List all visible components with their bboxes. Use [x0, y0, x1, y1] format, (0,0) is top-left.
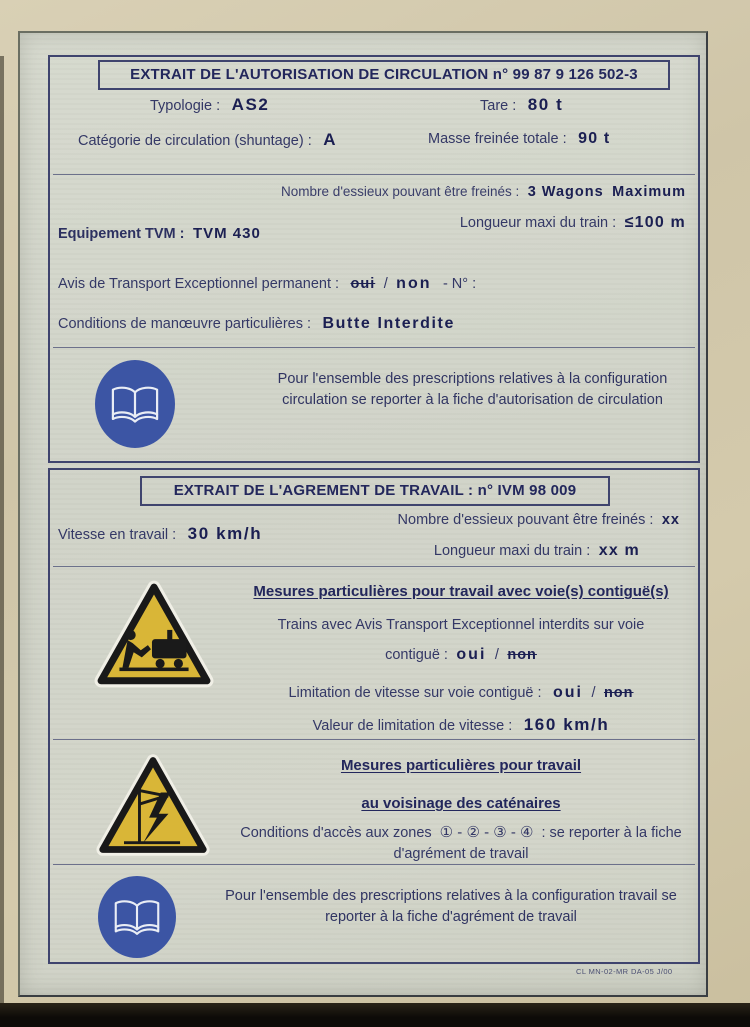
electric-hazard-warning-icon: [95, 750, 211, 862]
essieux-freines-value: 3 Wagons: [527, 184, 604, 200]
masse-freinee-row: [428, 130, 610, 148]
divider: [53, 864, 695, 865]
divider: [53, 174, 695, 175]
longueur-train-value: ≤100 m: [624, 214, 686, 231]
book-pictogram: [98, 876, 176, 958]
contigue-ate-line1: Trains avec Avis Transport Exceptionnel interdits sur voie: [277, 617, 645, 633]
divider: [53, 566, 695, 567]
section-travail-title: EXTRAIT DE L'AGREMENT DE TRAVAIL : n° IVM 98 009: [140, 476, 610, 506]
typologie-value: AS2: [231, 95, 270, 114]
section-agrement-travail: [48, 468, 700, 964]
masse-freinee-value: 90 t: [578, 130, 611, 147]
warning-triangle-track-works: [93, 574, 215, 701]
circulation-note: Pour l'ensemble des prescriptions relatives à la configuration circulation se reporter à la fiche d'autorisation de circulation: [277, 371, 668, 409]
tare-row: [480, 95, 563, 115]
warning-triangle-catenary: [95, 750, 211, 867]
avis-transport-label: Avis de Transport Exceptionnel permanent :: [58, 276, 340, 292]
typologie-label: Typologie :: [150, 98, 221, 114]
zones-acces-row: [228, 822, 694, 865]
photo-bottom-black-band: [0, 1003, 750, 1027]
equipement-tvm-label: Equipement TVM :: [58, 226, 185, 242]
vitesse-travail-row: [58, 524, 262, 544]
vitesse-travail-value: 30 km/h: [187, 524, 263, 543]
book-pictogram: [95, 360, 175, 448]
valeur-limitation-row: [228, 715, 694, 735]
contigue-ate-label: contiguë :: [385, 647, 448, 663]
zones-acces-label: Conditions d'accès aux zones: [240, 825, 432, 841]
zones-acces-suffix: : se reporter à la fiche d'agrément de travail: [393, 825, 682, 863]
valeur-limitation-label: Valeur de limitation de vitesse :: [312, 718, 513, 734]
essieux-freines-label: Nombre d'essieux pouvant être freinés :: [281, 184, 520, 199]
open-book-icon: [112, 897, 162, 937]
longueur-train-row: [460, 214, 686, 232]
divider: [53, 347, 695, 348]
categorie-label: Catégorie de circulation (shuntage) :: [78, 133, 312, 149]
longueur-train-label: Longueur maxi du train :: [459, 215, 617, 231]
typologie-row: [150, 95, 269, 115]
limitation-oui: oui: [553, 684, 583, 701]
open-book-icon: [109, 383, 161, 425]
travail-essieux-value: xx: [661, 512, 680, 528]
contigue-ate-non-struck: non: [507, 647, 537, 663]
avis-separator: /: [383, 276, 388, 292]
tare-label: Tare :: [480, 98, 517, 114]
avis-numero-suffix: - N° :: [442, 276, 477, 292]
manoeuvre-label: Conditions de manœuvre particulières :: [58, 316, 312, 332]
limitation-non-struck: non: [603, 685, 634, 701]
divider: [53, 739, 695, 740]
manoeuvre-row: [58, 315, 455, 333]
essieux-freines-suffix: Maximum: [612, 184, 686, 200]
travail-longueur-label: Longueur maxi du train :: [433, 543, 591, 559]
categorie-row: [78, 130, 337, 150]
contigue-ate-separator: /: [494, 647, 499, 663]
avis-non: non: [396, 275, 432, 292]
catenaires-title-line2: au voisinage des caténaires: [361, 795, 561, 812]
avis-oui-struck: oui: [350, 276, 376, 292]
tare-value: 80 t: [527, 95, 564, 114]
limitation-separator: /: [591, 685, 596, 701]
essieux-freines-row: [281, 183, 686, 201]
avis-transport-row: [58, 275, 476, 293]
catenaires-title-line1: Mesures particulières pour travail: [340, 757, 582, 774]
contigue-title: Mesures particulières pour travail avec voie(s) contiguë(s): [253, 583, 669, 600]
equipement-tvm-value: TVM 430: [192, 225, 261, 242]
track-works-warning-icon: [93, 574, 215, 696]
photo-edge-shadow: [0, 56, 4, 1005]
travail-note: Pour l'ensemble des prescriptions relatives à la configuration travail se reporter à la fiche d'agrément de travail: [225, 888, 677, 926]
travail-longueur-value: xx m: [598, 542, 640, 559]
masse-freinee-label: Masse freinée totale :: [428, 131, 567, 147]
valeur-limitation-value: 160 km/h: [523, 715, 610, 734]
limitation-label: Limitation de vitesse sur voie contiguë :: [288, 685, 542, 701]
zones-circled-numbers: ① - ② - ③ - ④: [439, 824, 534, 841]
section-circulation-title: EXTRAIT DE L'AUTORISATION DE CIRCULATION n° 99 87 9 126 502-3: [98, 60, 670, 90]
vitesse-travail-label: Vitesse en travail :: [58, 527, 177, 543]
contigue-ate-line2: [228, 646, 694, 664]
travail-essieux-row: [398, 511, 680, 529]
manoeuvre-value: Butte Interdite: [322, 315, 455, 332]
limitation-vitesse-row: [228, 684, 694, 702]
travail-essieux-label: Nombre d'essieux pouvant être freinés :: [397, 512, 654, 528]
equipement-tvm-row: [58, 225, 261, 243]
travail-longueur-row: [434, 542, 640, 560]
section-autorisation-circulation: [48, 55, 700, 463]
placard-plate: [18, 31, 708, 997]
categorie-value: A: [323, 130, 338, 149]
small-print-reference-code: CL MN-02-MR DA-05 J/00: [576, 967, 673, 976]
contigue-ate-oui: oui: [456, 646, 487, 663]
